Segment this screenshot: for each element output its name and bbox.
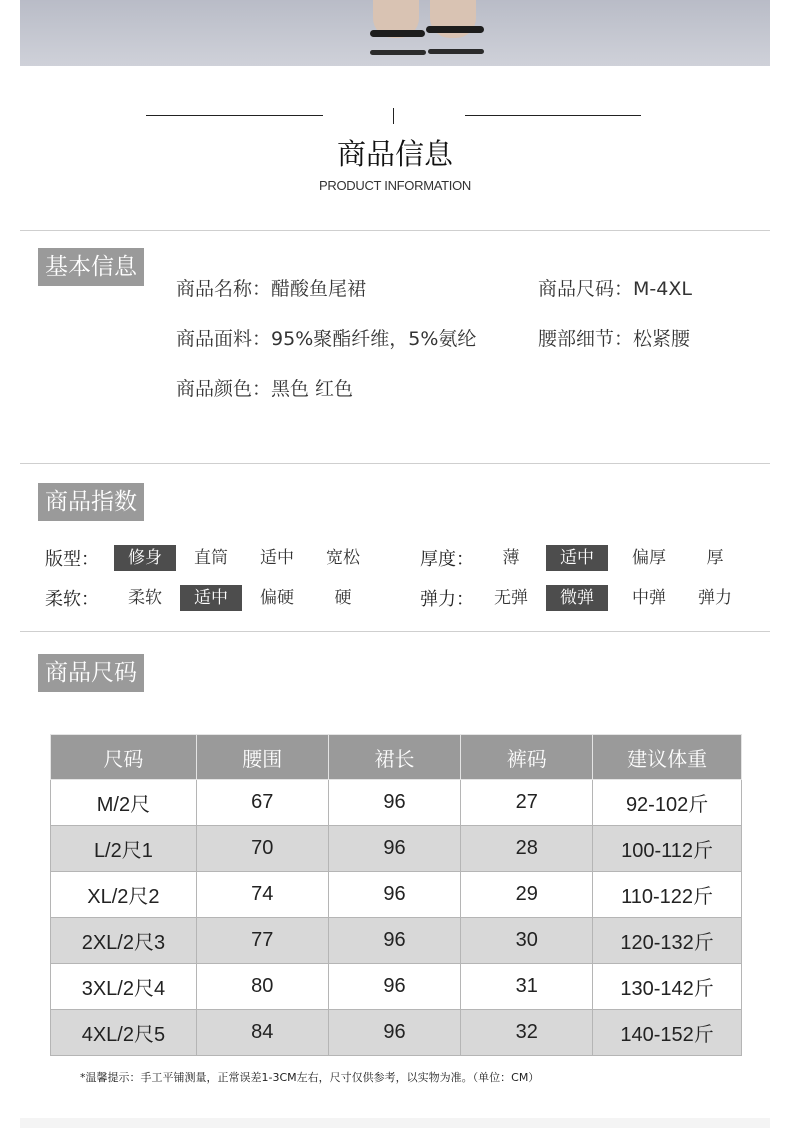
page-title: 商品信息 [336,137,453,171]
table-row [51,872,742,918]
table-cell: 96 [328,872,461,918]
left-sandal-sole [370,50,426,55]
table-cell: 130-142斤 [593,964,742,1010]
product-photo [20,0,770,66]
table-cell: 110-122斤 [593,872,742,918]
fit-option: 适中 [260,548,294,568]
table-cell: 74 [196,872,328,918]
softness-option: 适中 [180,585,242,611]
table-cell: 4XL/2尺5 [51,1010,197,1056]
table-cell: 67 [196,780,328,826]
thickness-option: 适中 [546,545,608,571]
table-cell: 120-132斤 [593,918,742,964]
table-header-row [51,735,742,780]
thickness-option: 薄 [502,548,520,568]
table-cell: 96 [328,1010,461,1056]
waist-detail-value: 松紧腰 [633,328,691,350]
thickness-label: 厚度： [420,549,474,570]
header-weight: 建议体重 [593,735,742,780]
table-cell: 96 [328,780,461,826]
fit-option: 宽松 [326,548,360,568]
header-size: 尺码 [51,735,197,780]
product-index-badge: 商品指数 [38,483,144,521]
product-name-label: 商品名称： [176,278,272,300]
header-skirt-length: 裙长 [328,735,461,780]
elasticity-label: 弹力： [420,589,474,610]
table-cell: 96 [328,826,461,872]
product-size-row [538,274,692,301]
elasticity-option: 中弹 [632,588,666,608]
table-cell: M/2尺 [51,780,197,826]
table-cell: 3XL/2尺4 [51,964,197,1010]
table-cell: 29 [461,872,593,918]
header-line-left [146,115,323,116]
product-fabric-label: 商品面料： [176,328,272,350]
product-fabric-value: 95%聚酯纤维，5%氨纶 [271,328,477,350]
table-cell: 31 [461,964,593,1010]
product-size-value: M-4XL [633,278,692,300]
table-cell: 30 [461,918,593,964]
elasticity-option: 弹力 [698,588,732,608]
product-size-label: 商品尺码： [538,278,634,300]
product-name-row [176,274,366,301]
table-row [51,826,742,872]
table-row [51,1010,742,1056]
header-pant-size: 裤码 [461,735,593,780]
softness-label: 柔软： [45,589,99,610]
table-cell: 84 [196,1010,328,1056]
table-row [51,780,742,826]
table-cell: 77 [196,918,328,964]
softness-option: 偏硬 [260,588,294,608]
fit-option: 直筒 [194,548,228,568]
size-badge: 商品尺码 [38,654,144,692]
bottom-strip [20,1118,770,1128]
table-row [51,964,742,1010]
waist-detail-label: 腰部细节： [538,328,634,350]
basic-info-badge: 基本信息 [38,248,144,286]
table-cell: 100-112斤 [593,826,742,872]
softness-option: 柔软 [128,588,162,608]
table-cell: 70 [196,826,328,872]
product-color-row [176,374,353,401]
table-cell: 32 [461,1010,593,1056]
thickness-option: 厚 [706,548,724,568]
page-subtitle: PRODUCT INFORMATION [319,178,471,193]
right-sandal-sole [428,49,484,54]
product-color-label: 商品颜色： [176,378,272,400]
divider [20,463,770,464]
elasticity-option: 微弹 [546,585,608,611]
product-color-value: 黑色 红色 [271,378,354,400]
table-cell: 27 [461,780,593,826]
table-cell: 92-102斤 [593,780,742,826]
table-cell: XL/2尺2 [51,872,197,918]
table-cell: 140-152斤 [593,1010,742,1056]
header-waist: 腰围 [196,735,328,780]
header-tick [393,108,394,124]
fit-option: 修身 [114,545,176,571]
table-cell: L/2尺1 [51,826,197,872]
table-cell: 80 [196,964,328,1010]
table-cell: 2XL/2尺3 [51,918,197,964]
elasticity-option: 无弹 [494,588,528,608]
table-cell: 28 [461,826,593,872]
right-sandal-strap [426,26,484,33]
size-table [50,734,742,1056]
softness-option: 硬 [334,588,352,608]
divider [20,631,770,632]
table-cell: 96 [328,918,461,964]
table-cell: 96 [328,964,461,1010]
left-sandal-strap [370,30,425,37]
product-fabric-row [176,324,476,351]
waist-detail-row [538,324,690,351]
header-line-right [465,115,641,116]
product-name-value: 醋酸鱼尾裙 [271,278,367,300]
divider [20,230,770,231]
fit-label: 版型： [45,549,99,570]
thickness-option: 偏厚 [632,548,666,568]
measurement-note: *温馨提示：手工平铺测量，正常误差1-3CM左右，尺寸仅供参考，以实物为准。（单位：CM） [80,1071,540,1084]
table-row [51,918,742,964]
